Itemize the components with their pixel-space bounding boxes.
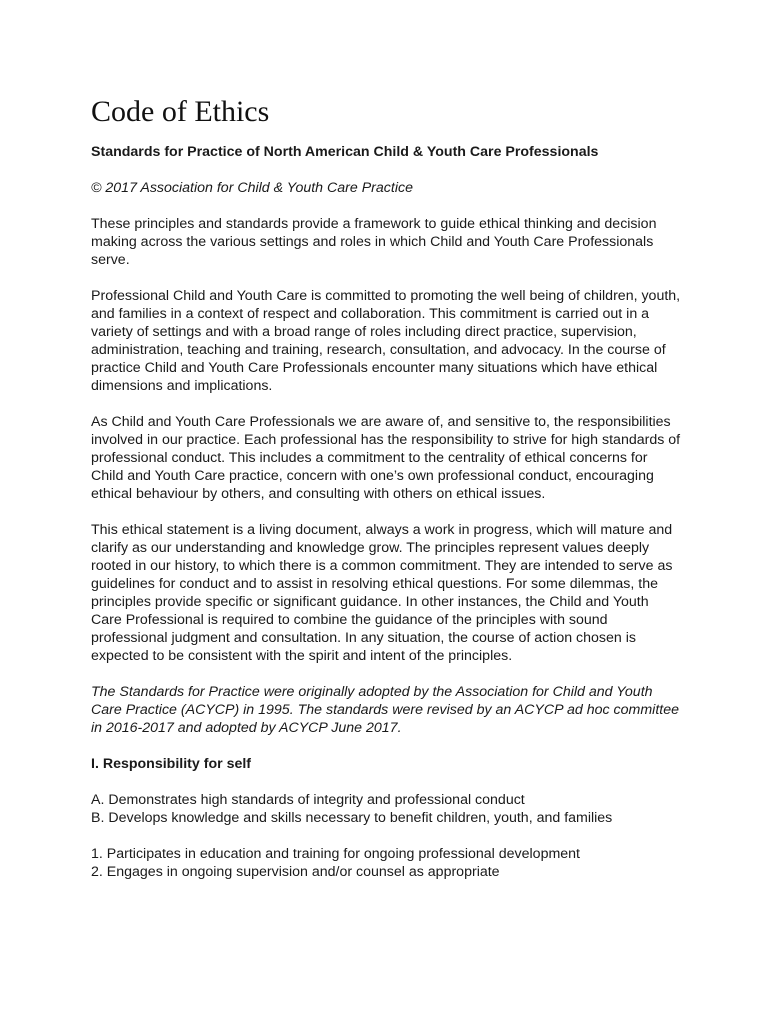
list-item: 1. Participates in education and training for ongoing professional development bbox=[91, 846, 580, 862]
intro-paragraph-4: This ethical statement is a living document, always a work in progress, which will mature and clarify as our understanding and knowledge grow. The principles represent values deeply rooted in our history, to which there is a common commitment. They are intended to serve as guidelines for conduct and to assist in resolving ethical questions. For some dilemmas, the principles provide specific or significant guidance. In other instances, the Child and Youth Care Professional is required to combine the guidance of the principles with sound professional judgment and consultation. In any situation, the course of action chosen is expected to be consistent with the spirit and intent of the principles. bbox=[91, 522, 673, 664]
number-list bbox=[91, 845, 681, 881]
list-item: A. Demonstrates high standards of integrity and professional conduct bbox=[91, 792, 525, 808]
adoption-note: The Standards for Practice were originally adopted by the Association for Child and Youth Care Practice (ACYCP) in 1995. The standards were revised by an ACYCP ad hoc committee in 2016-2017 and adopted by ACYCP June 2017. bbox=[91, 684, 679, 736]
copyright-line: © 2017 Association for Child & Youth Care Practice bbox=[91, 180, 413, 196]
letter-list bbox=[91, 791, 681, 827]
intro-paragraph-3: As Child and Youth Care Professionals we are aware of, and sensitive to, the responsibilities involved in our practice. Each professional has the responsibility to strive for high standards of professional conduct. This includes a commitment to the centrality of ethical concerns for Child and Youth Care practice, concern with one’s own professional conduct, encouraging ethical behaviour by others, and consulting with others on ethical issues. bbox=[91, 414, 681, 502]
intro-paragraph-1: These principles and standards provide a framework to guide ethical thinking and decision making across the various settings and roles in which Child and Youth Care Professionals serve. bbox=[91, 216, 657, 268]
section-heading-responsibility-for-self: I. Responsibility for self bbox=[91, 756, 252, 772]
list-item: 2. Engages in ongoing supervision and/or counsel as appropriate bbox=[91, 864, 500, 880]
intro-paragraph-2: Professional Child and Youth Care is committed to promoting the well being of children, youth, and families in a context of respect and collaboration. This commitment is carried out in a variety of settings and with a broad range of roles including direct practice, supervision, administration, teaching and training, research, consultation, and advocacy. In the course of practice Child and Youth Care Professionals encounter many situations which have ethical dimensions and implications. bbox=[91, 288, 681, 394]
document-page bbox=[91, 94, 681, 899]
document-title: Code of Ethics bbox=[91, 95, 270, 128]
document-subtitle: Standards for Practice of North American Child & Youth Care Professionals bbox=[91, 144, 599, 160]
list-item: B. Develops knowledge and skills necessary to benefit children, youth, and families bbox=[91, 810, 613, 826]
